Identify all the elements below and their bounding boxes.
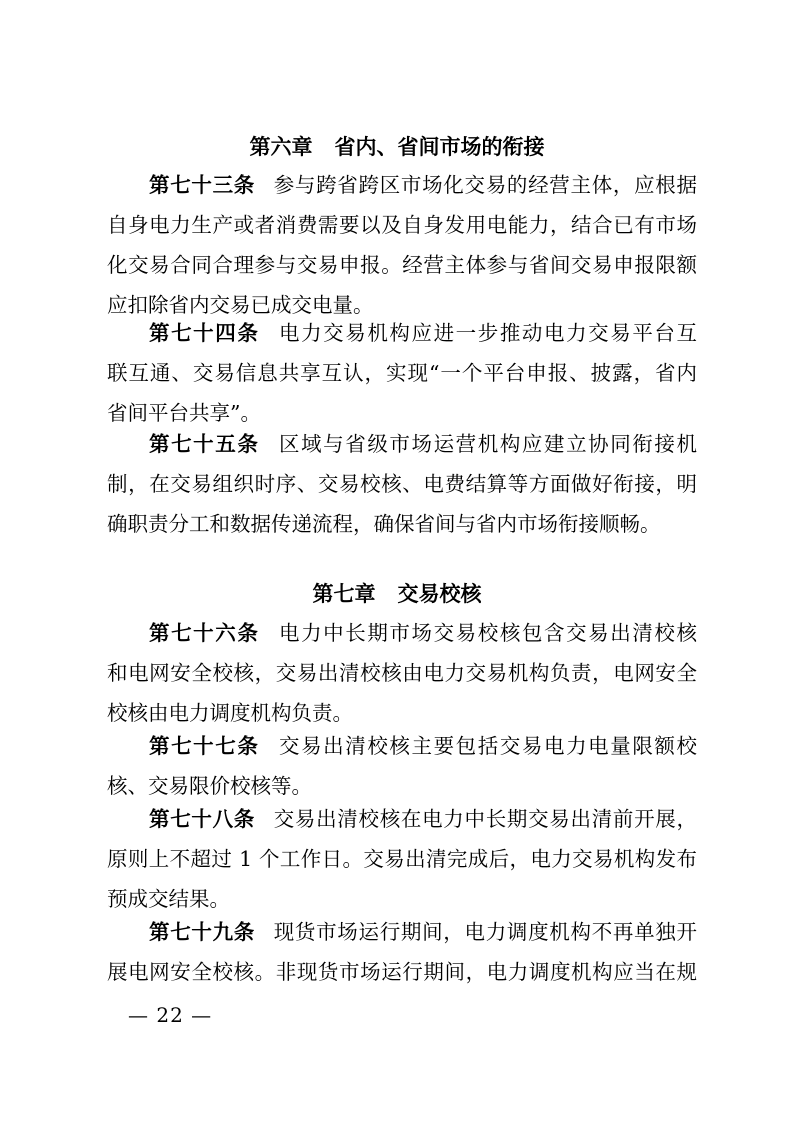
chapter-6-heading <box>0 132 794 162</box>
article-74 <box>107 313 697 433</box>
article-76 <box>107 613 697 733</box>
article-text-line: 确职责分工和数据传递流程，确保省间与省内市场衔接顺畅。 <box>107 512 661 536</box>
article-text-line: 联互通、交易信息共享互认，实现“一个平台申报、披露，省内 <box>107 361 697 385</box>
chapter-number: 第六章 <box>249 135 313 159</box>
article-text-line: 交易出清校核在电力中长期交易出清前开展， <box>273 807 697 831</box>
article-text-line: 化交易合同合理参与交易申报。经营主体参与省间交易申报限额 <box>107 253 697 277</box>
article-text-line: 应扣除省内交易已成交电量。 <box>107 293 374 317</box>
article-text-line: 交易出清校核主要包括交易电力电量限额校 <box>277 734 697 758</box>
article-label: 第七十八条 <box>149 807 255 831</box>
article-78 <box>107 799 697 919</box>
article-text-line: 制，在交易组织时序、交易校核、电费结算等方面做好衔接，明 <box>107 472 697 496</box>
article-77 <box>107 726 697 806</box>
article-text-line: 自身电力生产或者消费需要以及自身发用电能力，结合已有市场 <box>107 213 697 237</box>
article-text-line: 预成交结果。 <box>107 887 230 911</box>
article-text-line: 区域与省级市场运营机构应建立协同衔接机 <box>277 432 697 456</box>
article-text-line: 校核由电力调度机构负责。 <box>107 701 353 725</box>
article-text-line: 电力中长期市场交易校核包含交易出清校核 <box>277 621 697 645</box>
article-text-line: 和电网安全校核，交易出清校核由电力交易机构负责，电网安全 <box>107 661 697 685</box>
article-text-line: 展电网安全校核。非现货市场运行期间，电力调度机构应当在规 <box>107 960 697 984</box>
article-label: 第七十三条 <box>149 173 255 197</box>
article-75 <box>107 424 697 544</box>
article-label: 第七十五条 <box>149 432 260 456</box>
article-text-line: 省间平台共享”。 <box>107 401 261 425</box>
article-79 <box>107 912 697 992</box>
article-73 <box>107 165 697 325</box>
article-text-line: 核、交易限价校核等。 <box>107 774 312 798</box>
article-label: 第七十四条 <box>149 321 260 345</box>
article-text-line: 参与跨省跨区市场化交易的经营主体，应根据 <box>273 173 697 197</box>
page-number: — 22 — <box>128 1003 213 1027</box>
chapter-number: 第七章 <box>312 582 376 606</box>
article-text-line: 原则上不超过 1 个工作日。交易出清完成后，电力交易机构发布 <box>107 847 697 871</box>
chapter-title: 省内、省间市场的衔接 <box>334 135 545 159</box>
article-text-line: 电力交易机构应进一步推动电力交易平台互 <box>277 321 697 345</box>
article-label: 第七十六条 <box>149 621 260 645</box>
chapter-7-heading <box>0 579 794 609</box>
article-text-line: 现货市场运行期间，电力调度机构不再单独开 <box>273 920 697 944</box>
article-label: 第七十七条 <box>149 734 260 758</box>
article-label: 第七十九条 <box>149 920 255 944</box>
chapter-title: 交易校核 <box>397 582 482 606</box>
